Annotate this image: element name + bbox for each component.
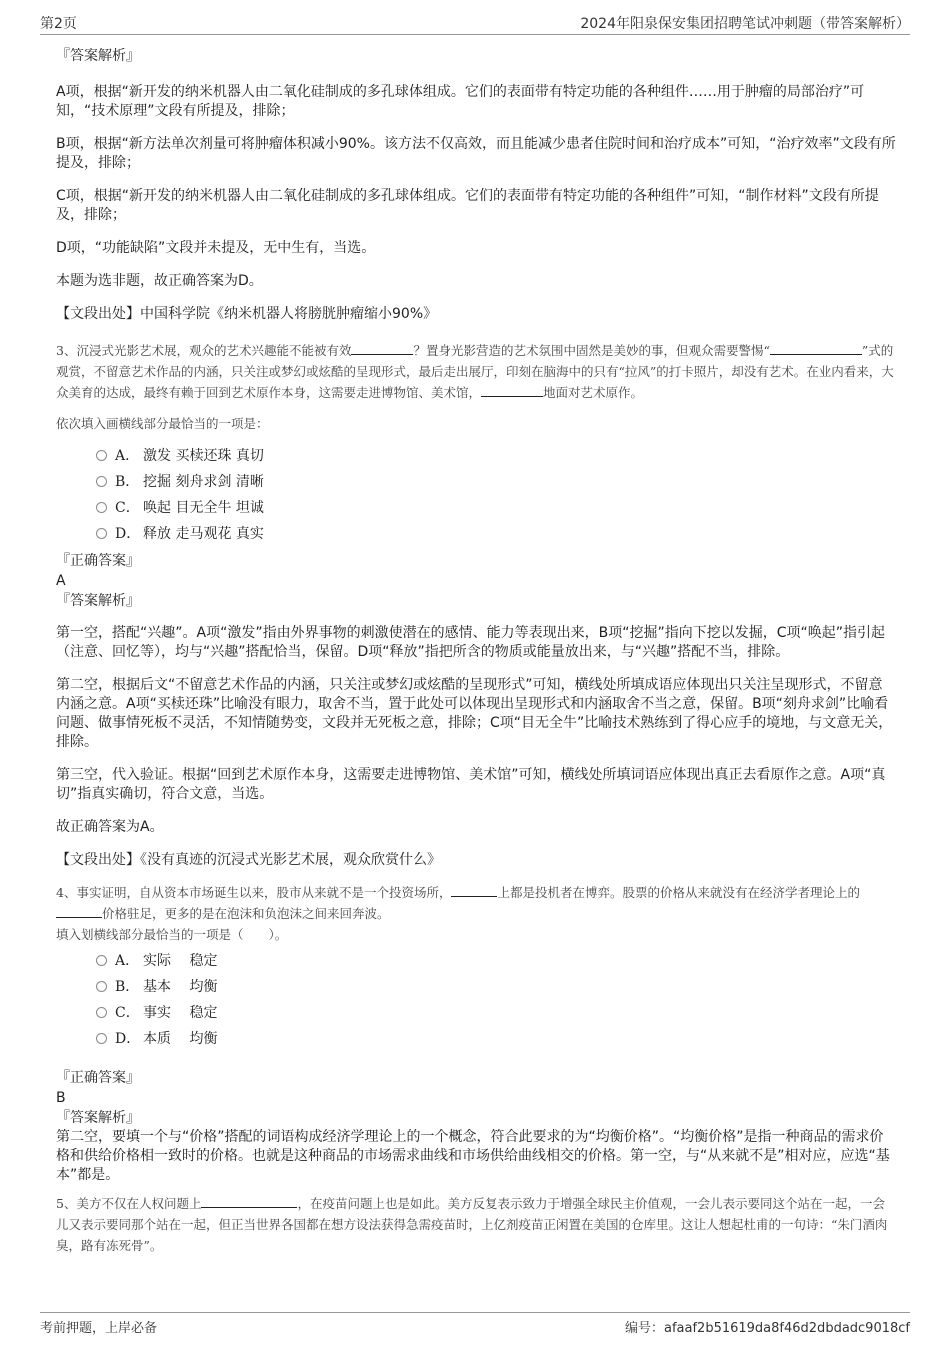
q3-option-b[interactable]: B． 挖掘 刻舟求剑 清晰 [96,469,896,495]
document-code: 编号：afaaf2b51619da8f46d2dbdadc9018cf [625,1321,910,1336]
radio-icon[interactable] [96,955,107,966]
radio-icon[interactable] [96,1033,107,1044]
q4-answer-label: 『正确答案』 [56,1070,140,1086]
document-content [56,42,896,1256]
q3-blank-2 [770,342,862,355]
q3-analysis-2: 第二空，根据后文“不留意艺术作品的内涵，只关注或梦幻或炫酷的呈现形式”可知，横线处所填成语应体现出只关注呈现形式，不留意内涵之意。A项“买椟还珠”比喻没有眼力，取舍不当，置于此处可以体现出呈现形式和内涵取舍不当之意，保留。B项“刻舟求剑”比喻看问题、做事情死板不灵活，不知情随势变，文段并无死板之意，排除；C项“目无全牛”比喻技术熟练到了得心应手的境地，与文意无关，排除。 [56,677,893,750]
footer-slogan: 考前押题，上岸必备 [40,1321,158,1336]
q4-option-b[interactable]: B． 基本 均衡 [96,974,896,1000]
q3-prompt: 依次填入画横线部分最恰当的一项是： [56,416,269,431]
q3-stem: 3、沉浸式光影艺术展，观众的艺术兴趣能不能被有效 ？置身光影营造的艺术氛围中固然是美妙的事，但观众需要警惕“ ”式的观赏，不留意艺术作品的内涵，只关注或梦幻或炫酷的呈现形式，最后走出展厅，印刻在脑海中的只有“拉风”的打卡照片，却没有艺术。在业内看来，大众美育的达成，最终有赖于回到艺术原作本身，这需要走进博物馆、美术馆， 地面对艺术原作。 [56,343,894,400]
q2-analysis-a: A项，根据“新开发的纳米机器人由二氧化硅制成的多孔球体组成。它们的表面带有特定功能的各种组件……用于肿瘤的局部治疗”可知，“技术原理”文段有所提及，排除； [56,84,865,119]
q3-analysis-label: 『答案解析』 [56,593,140,609]
q4-stem: 4、事实证明，自从资本市场诞生以来，股市从来就不是一个投资场所， 上都是投机者在博弈。股票的价格从来就没有在经济学者理论上的价格驻足，更多的是在泡沫和负泡沫之间来回奔波。 [56,885,860,921]
radio-icon[interactable] [96,450,107,461]
q4-option-c[interactable]: C． 事实 稳定 [96,1000,896,1026]
q3-answer: A [56,573,66,589]
radio-icon[interactable] [96,502,107,513]
q2-analysis-c: C项，根据“新开发的纳米机器人由二氧化硅制成的多孔球体组成。它们的表面带有特定功能的各种组件”可知，“制作材料”文段有所提及，排除； [56,188,879,223]
q3-option-c[interactable]: C． 唤起 目无全牛 坦诚 [96,495,896,521]
q5-blank-1 [201,1195,297,1208]
radio-icon[interactable] [96,476,107,487]
q2-analysis-b: B项，根据“新方法单次剂量可将肿瘤体积减小90%。该方法不仅高效，而且能减少患者住院时间和治疗成本”可知，“治疗效率”文段有所提及，排除； [56,136,896,171]
q4-option-a[interactable]: A． 实际 稳定 [96,948,896,974]
q5-stem: 5、美方不仅在人权问题上 ，在疫苗问题上也是如此。美方反复表示致力于增强全球民主价值观，一会儿表示要同这个站在一起，一会儿又表示要同那个站在一起，但正当世界各国都在想方设法获得急需疫苗时，上亿剂疫苗正闲置在美国的仓库里。这让人想起杜甫的一句诗：“朱门酒肉臭，路有冻死骨”。 [56,1196,888,1253]
q3-option-d[interactable]: D． 释放 走马观花 真实 [96,521,896,547]
page-header [40,10,910,35]
q3-options [56,443,896,547]
document-title: 2024年阳泉保安集团招聘笔试冲刺题（带答案解析） [580,16,910,32]
q3-answer-label: 『正确答案』 [56,553,140,569]
radio-icon[interactable] [96,1007,107,1018]
q4-prompt: 填入划横线部分最恰当的一项是（ ）。 [56,927,288,942]
q3-source: 【文段出处】《没有真迹的沉浸式光影艺术展，观众欣赏什么》 [56,852,441,868]
q2-conclusion: 本题为选非题，故正确答案为D。 [56,273,263,289]
radio-icon[interactable] [96,528,107,539]
q2-analysis-label: 『答案解析』 [56,48,140,64]
q2-analysis-d: D项，“功能缺陷”文段并未提及，无中生有，当选。 [56,240,376,256]
q2-source: 【文段出处】中国科学院《纳米机器人将膀胱肿瘤缩小90%》 [56,306,438,322]
q4-option-d[interactable]: D． 本质 均衡 [96,1026,896,1052]
q4-blank-1 [451,884,497,897]
q3-blank-1 [351,342,413,355]
q4-analysis: 第二空，要填一个与“价格”搭配的词语构成经济学理论上的一个概念，符合此要求的为“均衡价格”。“均衡价格”是指一种商品的需求价格和供给价格相一致时的价格。也就是这种商品的市场需求曲线和市场供给曲线相交的价格。第一空，与“从来就不是”相对应，应选“基本”都是。 [56,1129,890,1183]
q3-analysis-1: 第一空，搭配“兴趣”。A项“激发”指由外界事物的刺激使潜在的感情、能力等表现出来，B项“挖掘”指向下挖以发掘，C项“唤起”指引起（注意、回忆等），均与“兴趣”搭配恰当，保留。D项“释放”指把所含的物质或能量放出来，与“兴趣”搭配不当，排除。 [56,625,885,660]
page-number: 第2页 [40,16,77,32]
q3-analysis-3: 第三空，代入验证。根据“回到艺术原作本身，这需要走进博物馆、美术馆”可知，横线处所填词语应体现出真正去看原作之意。A项“真切”指真实确切，符合文意，当选。 [56,767,886,802]
q4-answer: B [56,1090,66,1106]
q4-analysis-label: 『答案解析』 [56,1110,140,1126]
radio-icon[interactable] [96,981,107,992]
q3-option-a[interactable]: A． 激发 买椟还珠 真切 [96,443,896,469]
q3-conclusion: 故正确答案为A。 [56,819,164,835]
q3-blank-3 [481,384,543,397]
page-footer [40,1312,910,1336]
q4-blank-2 [56,905,102,918]
q4-options [56,948,896,1052]
